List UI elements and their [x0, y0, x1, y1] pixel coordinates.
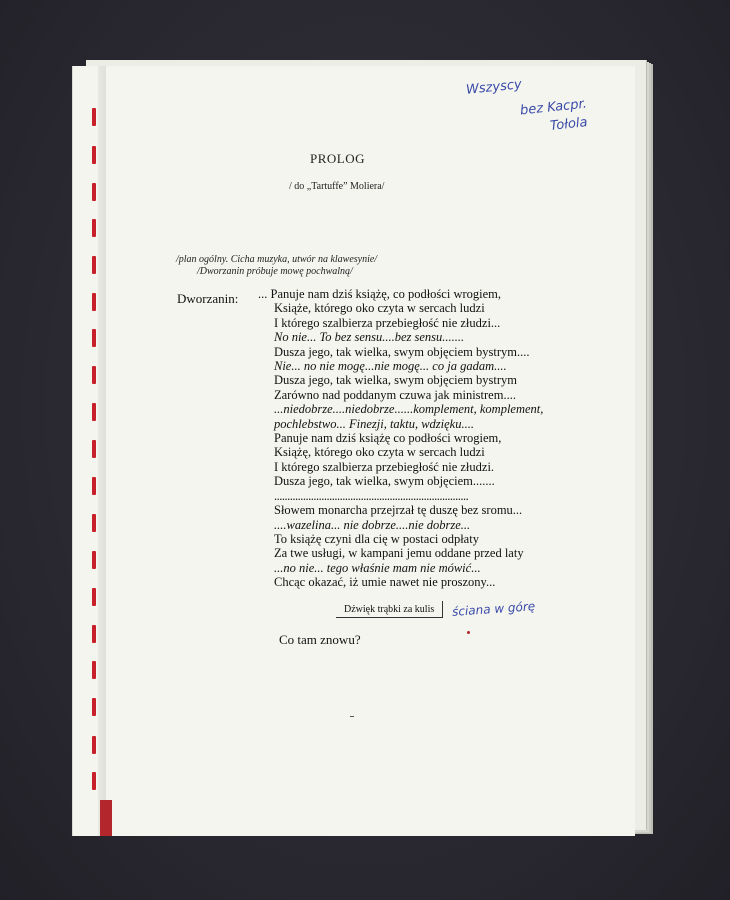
- handwritten-note-line3: Tołola: [549, 115, 589, 134]
- dialogue-line: Za twe usługi, w kampani jemu oddane przed laty: [274, 546, 524, 561]
- page-title: PROLOG: [310, 151, 366, 166]
- dialogue-line: Nie... no nie mogę...nie mogę... co ja gadam....: [274, 359, 507, 374]
- dialogue-line: ...niedobrze....niedobrze......komplement, komplement,: [274, 402, 544, 417]
- dialogue-line: ...no nie... tego właśnie mam nie mówić...: [274, 560, 481, 575]
- dialogue-line: Chcąc okazać, iż umie nawet nie proszony...: [274, 575, 496, 590]
- dialogue-line: ... Panuje nam dziś książę, co podłości wrogiem,: [258, 287, 501, 301]
- page-subtitle: / do „Tartuffe” Moliera/: [289, 181, 385, 192]
- dialogue-lines: [258, 287, 578, 590]
- stage-direction-2: /Dworzanin próbuje mowę pochwalną/: [197, 266, 353, 277]
- handwritten-note-line1: Wszyscy: [465, 77, 523, 98]
- speaker-name: Dworzanin:: [177, 291, 239, 306]
- handwritten-note-line2: bez Kacpr.: [519, 96, 588, 119]
- dialogue-line: pochlebstwo... Finezji, taktu, wdzięku....: [274, 416, 474, 431]
- dialogue-line: I którego szalbierza przebiegłość nie złudzi.: [274, 459, 495, 474]
- dialogue-line: Dusza jego, tak wielka, swym objęciem.......: [274, 474, 495, 489]
- dialogue-line: Dusza jego, tak wielka, swym objęciem bystrym....: [274, 344, 530, 359]
- closing-line: Co tam znowu?: [279, 632, 361, 647]
- dialogue-line: Zarówno nad poddanym czuwa jak ministrem....: [274, 387, 516, 402]
- dialogue-line: I którego szalbierza przebiegłość nie złudzi...: [274, 315, 501, 330]
- dialogue-line: Słowem monarcha przejrzał tę duszę bez sromu...: [274, 503, 523, 518]
- dialogue-line: Dusza jego, tak wielka, swym objęciem bystrym: [274, 373, 517, 388]
- dialogue-line: Panuje nam dziś książę co podłości wrogiem,: [274, 431, 502, 446]
- handwritten-cue-note: ściana w górę: [451, 599, 536, 619]
- ink-mark: [350, 716, 354, 717]
- dialogue-line: ....wazelina... nie dobrze....nie dobrze...: [274, 517, 471, 532]
- ink-dot: [467, 631, 470, 634]
- dialogue-line: No nie... To bez sensu....bez sensu.......: [274, 330, 465, 345]
- stage-direction-1: /plan ogólny. Cicha muzyka, utwór na klawesynie/: [176, 254, 378, 265]
- dialogue-line: ..........................................................................: [274, 488, 469, 503]
- sound-cue: Dźwięk trąbki za kulis: [336, 601, 443, 618]
- dialogue-line: To książę czyni dla cię w postaci odpłaty: [274, 531, 479, 546]
- dialogue-line: Książę, którego oko czyta w sercach ludzi: [274, 445, 485, 460]
- dialogue-line: Książe, którego oko czyta w sercach ludzi: [274, 301, 485, 316]
